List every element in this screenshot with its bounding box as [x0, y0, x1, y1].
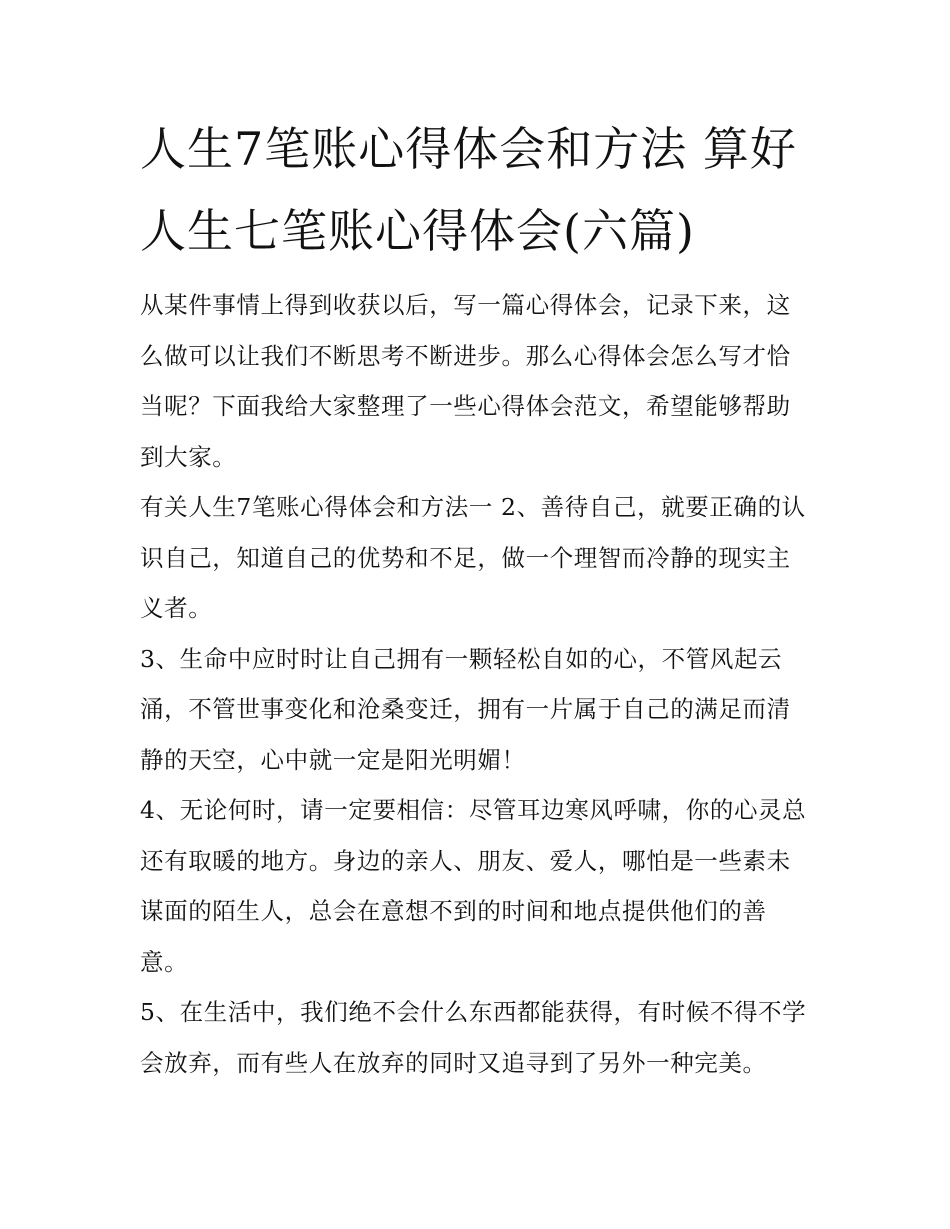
document-title: 人生7笔账心得体会和方法 算好人生七笔账心得体会(六篇)	[140, 122, 797, 258]
paragraph-2: 有关人生7笔账心得体会和方法一 2、善待自己，就要正确的认识自己，知道自己的优势和不足，做一个理智而冷静的现实主义者。	[140, 493, 806, 622]
intro-paragraph: 从某件事情上得到收获以后，写一篇心得体会，记录下来，这么做可以让我们不断思考不断进步。那么心得体会怎么写才恰当呢？下面我给大家整理了一些心得体会范文，希望能够帮助到大家。	[140, 291, 791, 471]
paragraph-5: 5、在生活中，我们绝不会什么东西都能获得，有时候不得不学会放弃，而有些人在放弃的同时又追寻到了另外一种完美。	[140, 998, 807, 1077]
paragraph-4: 4、无论何时，请一定要相信：尽管耳边寒风呼啸，你的心灵总还有取暖的地方。身边的亲人、朋友、爱人，哪怕是一些素未谋面的陌生人，总会在意想不到的时间和地点提供他们的善意。	[140, 796, 807, 976]
paragraph-3: 3、生命中应时时让自己拥有一颗轻松自如的心，不管风起云涌，不管世事变化和沧桑变迁，拥有一片属于自己的满足而清静的天空，心中就一定是阳光明媚！	[140, 644, 791, 774]
